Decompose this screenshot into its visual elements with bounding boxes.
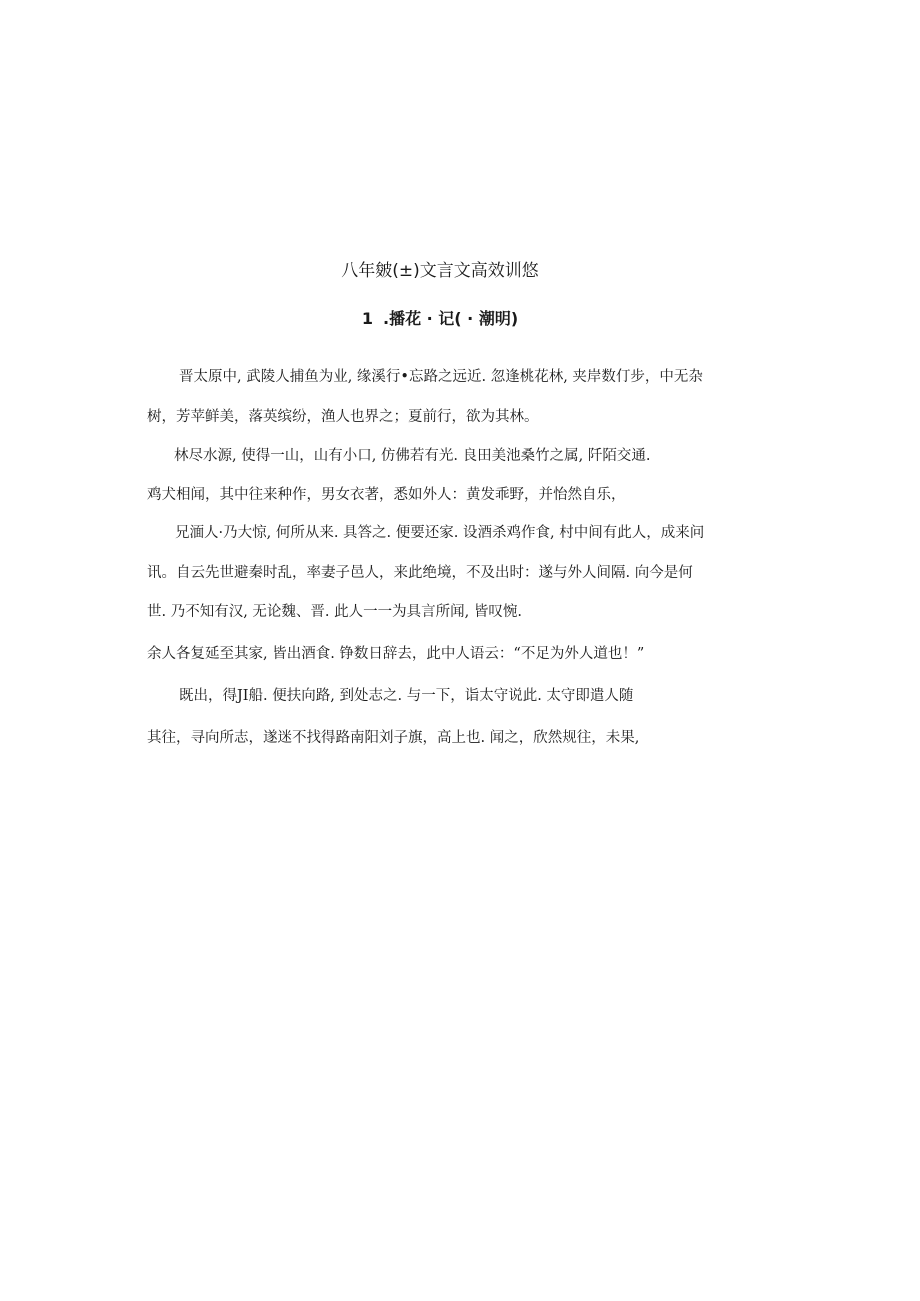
body-line-5: 兄湎人·乃大惊, 何所从来. 具答之. 便要还家. 设酒杀鸡作食, 村中间有此人，成来问 (175, 525, 705, 541)
section-heading (0, 306, 880, 329)
section-number: 1 (361, 309, 373, 328)
body-line-3: 林尽水源, 使得一山，山有小口, 仿佛若有光. 良田美池桑竹之属, 阡陌交通. (174, 448, 651, 464)
body-line-2: 树，芳苹鲜美，落英缤纷，渔人也界之；夏前行，欲为其林。 (147, 409, 539, 425)
body-line-9: 既出，得JI船. 便扶向路, 到处志之. 与一下，诣太守说此. 太守即遣人随 (179, 688, 634, 704)
body-line-1: 晋太原中, 武陵人捕鱼为业, 缘溪行•忘路之远近. 忽逢桃花林, 夹岸数仃步，中无杂 (179, 369, 703, 385)
section-title: .播花 · 记( · 潮明) (382, 309, 519, 328)
document-title: 八年皴(±)文言文高效训悠 (341, 261, 539, 281)
body-line-4: 鸡犬相闻，其中往来种作，男女衣著，悉如外人：黄发乖野，并怡然自乐， (147, 487, 626, 503)
body-line-7: 世. 乃不知有汉, 无论魏、晋. 此人一一为具言所闻, 皆叹惋. (147, 604, 522, 620)
body-line-10: 其往，寻向所志，遂迷不找得路南阳刘子旗，高上也. 闻之，欣然规往，未果, (147, 730, 640, 746)
body-line-8: 余人各复延至其家, 皆出酒食. 铮数日辞去，此中人语云：“不足为外人道也！” (147, 646, 645, 662)
body-line-6: 讯。自云先世避秦时乱，率妻子邑人，来此绝境，不及出时：遂与外人间隔. 向今是何 (147, 565, 693, 581)
